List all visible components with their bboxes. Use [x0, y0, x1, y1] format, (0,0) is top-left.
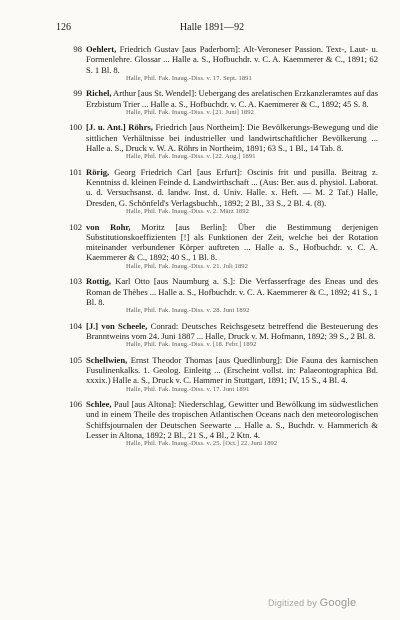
entry-author: Schellwien,	[86, 354, 128, 365]
entry-citation	[86, 276, 378, 307]
entry-citation	[86, 399, 378, 440]
bibliography-entry	[56, 44, 378, 83]
entry-number: 102	[69, 221, 82, 232]
entry-citation	[86, 222, 378, 263]
bibliography-entry	[56, 276, 378, 315]
entry-dissertation-note: Halle, Phil. Fak. Inaug.-Diss. v. 2. März 1892	[126, 208, 249, 216]
entry-dissertation-note: Halle, Phil. Fak. Inaug.-Diss. v. [22. Aug.] 1891	[126, 153, 256, 161]
watermark-prefix: Digitized by	[268, 598, 317, 608]
entry-text: Moritz [aus Berlin]: Über die Bestimmung derjenigen Substitutionskoeffizienten [!] als Funktionen der Zeit, welche bei der Rotation miteinander verbundener Körper auftreten ... Halle a. S., Hofbuchdr. v. C. A. Kaemmerer & C., 1892; 40 S., 1 Bl. 8.	[86, 221, 378, 263]
entry-citation	[86, 167, 378, 208]
bibliography-entry	[56, 167, 378, 217]
entry-text: Paul [aus Altona]: Niederschlag, Gewitter und Bewölkung im südwestlichen und in einem Theile des tropischen Atlantischen Oceans nach den meteorologischen Schiffsjournalen der Deutschen Seewarte ... Halle a. S., Buchdr. v. Hammerich & Lesser in Altona, 1892; 2 Bl., 21 S., 4 Bl., 2 Ktn. 4.	[86, 399, 378, 441]
entry-number: 105	[69, 354, 82, 365]
page-number: 126	[56, 22, 71, 33]
entry-dissertation-note: Halle, Phil. Fak. Inaug.-Diss. v. 25. [Oct.] 22. Juni 1892	[126, 440, 278, 448]
entry-citation	[86, 88, 378, 109]
entry-text: Friedrich Gustav [aus Paderborn]: Alt-Veroneser Passion. Text-, Laut- u. Formenlehre. Glossar ... Halle a. S., Hofbuchdr. v. C. A. Kaemmerer & C., 1891; 62 S. 1 Bl. 8.	[86, 44, 378, 75]
entry-citation	[86, 44, 378, 75]
entry-dissertation-note: Halle, Phil. Fak. Inaug.-Diss. v. 17. Juni 1891	[126, 385, 250, 393]
bibliography-entry	[56, 399, 378, 449]
digitization-watermark	[268, 597, 356, 609]
entry-author: [J.] von Scheele,	[86, 320, 148, 331]
entry-number: 101	[69, 166, 82, 177]
entry-text: Georg Friedrich Carl [aus Erfurt]: Oscinis frit und pusilla. Beitrag z. Kenntniss d. kleinen Feinde d. Landwirthschaft ... (Aus: Ber. aus d. physiol. Laborat. u. d. Versuchsanst. d. landw. Inst. d. Univ. Halle. x. Heft. — M. 2 Taf.) Halle, Dresden, G. Schönfeld's Verlagsbuchh., 1892; 2 Bl., 33 S., 2 Bl. 4. (8).	[86, 166, 378, 208]
entry-author: Rörig,	[86, 166, 110, 177]
entry-author: Schlee,	[86, 399, 112, 410]
entry-number: 100	[69, 122, 82, 133]
entry-text: Friedrich [aus Northeim]: Die Bevölkerungs-Bewegung und die sittlichen Verhältnisse bei industrieller und landwirtschaftlicher Bevölkerung ... Halle a. S., Druck v. W. A. Röhrs in Northeim, 1891; 63 S., 1 Bl., 14 Tab. 8.	[86, 122, 378, 154]
entry-text: Arthur [aus St. Wendel]: Uebergang des arelatischen Erzkanzleramtes auf das Erzbistum Trier ... Halle a. S., Hofbuchdr. v. C. A. Kaemmerer & C., 1892; 45 S. 8.	[86, 88, 378, 109]
entry-citation	[86, 122, 378, 153]
entry-text: Karl Otto [aus Naumburg a. S.]: Die Verfasserfrage des Eneas und des Roman de Thèbes ... Halle a. S., Hofbuchdr. v. C. A. Kaemmerer & C., 1892; 41 S., 1 Bl. 8.	[86, 276, 378, 307]
entry-number: 98	[73, 44, 82, 54]
bibliography-entry	[56, 222, 378, 272]
entry-author: Richel,	[86, 88, 112, 99]
watermark-brand: Google	[319, 597, 357, 609]
entry-author: [J. u. Ant.] Röhrs,	[86, 122, 153, 133]
page-header	[56, 22, 368, 36]
entry-author: Oehlert,	[86, 44, 117, 54]
bibliography-entry	[56, 122, 378, 161]
entry-dissertation-note: Halle, Phil. Fak. Inaug.-Diss. v. [18. Febr.] 1892	[126, 341, 257, 349]
entry-text: Conrad: Deutsches Reichsgesetz betreffend die Besteuerung des Branntweins vom 24. Juni 1887 ... Halle, Druck v. M. Hofmann, 1892; 39 S., 2 Bl. 8.	[86, 320, 378, 341]
entry-author: Rottig,	[86, 276, 112, 287]
entry-dissertation-note: Halle, Phil. Fak. Inaug.-Diss. v. 17. Sept. 1891	[126, 74, 252, 82]
entry-dissertation-note: Halle, Phil. Fak. Inaug.-Diss. v. 28. Juni 1892	[126, 307, 250, 315]
entry-number: 104	[69, 320, 82, 331]
entry-number: 106	[69, 399, 82, 410]
entry-number: 103	[69, 276, 82, 287]
entry-author: von Rohr,	[86, 221, 131, 232]
entry-list	[56, 44, 378, 454]
bibliography-entry	[56, 88, 378, 117]
entry-citation	[86, 321, 378, 342]
running-head: Halle 1891—92	[179, 22, 245, 33]
entry-citation	[86, 355, 378, 386]
bibliography-entry	[56, 355, 378, 394]
entry-text: Ernst Theodor Thomas [aus Quedlinburg]: Die Fauna des karnischen Fusulinenkalks. 1. Geolog. Einleitg ... (Erscheint vollst. in: Palaeontographica Bd. xxxix.) Halle a. S., Druck v. C. Hammer in Stuttgart, 1891; IV, 15 S., 4 Bl. 4.	[86, 354, 378, 386]
bibliography-entry	[56, 321, 378, 350]
entry-dissertation-note: Halle, Phil. Fak. Inaug.-Diss. v. [21. Juni] 1892	[126, 108, 254, 116]
entry-dissertation-note: Halle, Phil. Fak. Inaug.-Diss. v. 21. Juli 1892	[126, 262, 248, 270]
entry-number: 99	[73, 88, 82, 99]
